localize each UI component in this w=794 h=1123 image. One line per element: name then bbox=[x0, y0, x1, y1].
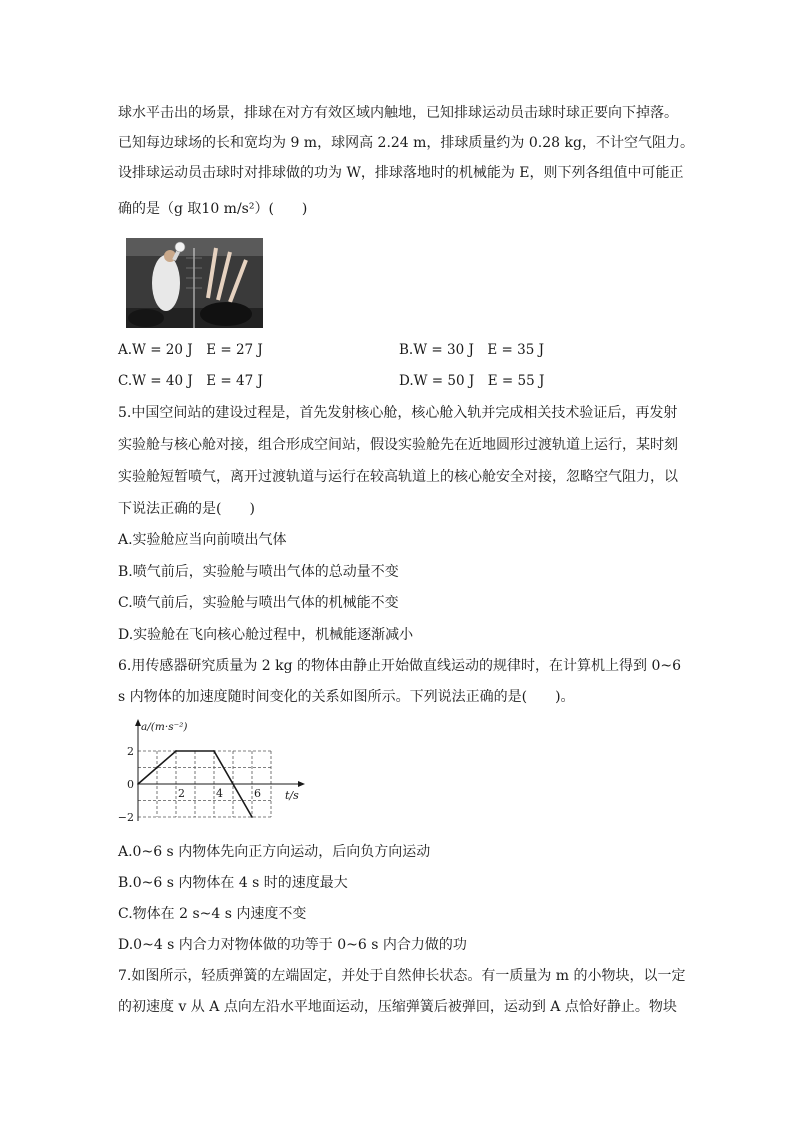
x-tick-label: 6 bbox=[254, 787, 261, 800]
chart-svg bbox=[118, 716, 318, 828]
volleyball-photo-drawing bbox=[126, 238, 263, 328]
q5-line-4: 下说法正确的是( ) bbox=[118, 501, 255, 517]
x-tick-label: 2 bbox=[178, 787, 185, 800]
q5-option-d[interactable]: D.实验舱在飞向核心舱过程中，机械能逐渐减小 bbox=[118, 627, 414, 643]
q5-line-2: 实验舱与核心舱对接，组合形成空间站，假设实验舱先在近地圆形过渡轨道上运行，某时刻 bbox=[118, 437, 678, 453]
q4-option-b[interactable]: B.W = 30 J E = 35 J bbox=[399, 342, 544, 358]
y-tick-label: 2 bbox=[127, 745, 134, 758]
data-point bbox=[213, 750, 215, 752]
q5-line-1: 5.中国空间站的建设过程是，首先发射核心舱，核心舱入轨并完成相关技术验证后，再发射 bbox=[118, 405, 678, 421]
q5-option-b[interactable]: B.喷气前后，实验舱与喷出气体的总动量不变 bbox=[118, 564, 399, 580]
q6-option-b[interactable]: B.0~6 s 内物体在 4 s 时的速度最大 bbox=[118, 875, 348, 891]
q5-option-a[interactable]: A.实验舱应当向前喷出气体 bbox=[118, 532, 287, 548]
q4-option-d[interactable]: D.W = 50 J E = 55 J bbox=[399, 373, 545, 389]
q4-line-4: 确的是（g 取10 m/s²）( ) bbox=[118, 201, 308, 217]
x-tick-label: 4 bbox=[216, 787, 223, 800]
q6-option-d[interactable]: D.0~4 s 内合力对物体做的功等于 0~6 s 内合力做的功 bbox=[118, 937, 467, 953]
q4-line-3: 设排球运动员击球时对排球做的功为 W，排球落地时的机械能为 E，则下列各组值中可能正 bbox=[118, 165, 684, 181]
q4-option-a[interactable]: A.W = 20 J E = 27 J bbox=[118, 342, 263, 358]
q5-option-c[interactable]: C.喷气前后，实验舱与喷出气体的机械能不变 bbox=[118, 595, 399, 611]
data-point bbox=[175, 750, 177, 752]
y-tick-label: −2 bbox=[118, 811, 134, 824]
data-point bbox=[251, 816, 253, 818]
q4-line-2: 已知每边球场的长和宽均为 9 m，球网高 2.24 m，排球质量约为 0.28 kg，不计空气阻力。 bbox=[118, 135, 694, 151]
q7-line-2: 的初速度 v 从 A 点向左沿水平地面运动，压缩弹簧后被弹回，运动到 A 点恰好静止。物块 bbox=[118, 999, 677, 1015]
acceleration-time-chart bbox=[118, 716, 318, 832]
y-axis-label: a/(m·s⁻²) bbox=[141, 721, 188, 733]
q7-line-1: 7.如图所示，轻质弹簧的左端固定，并处于自然伸长状态。有一质量为 m 的小物块，以一定 bbox=[118, 968, 686, 984]
y-tick-label: 0 bbox=[127, 778, 134, 791]
q5-line-3: 实验舱短暂喷气，离开过渡轨道与运行在较高轨道上的核心舱安全对接，忽略空气阻力，以 bbox=[118, 469, 678, 485]
volleyball-photo bbox=[126, 238, 263, 328]
q4-line-1: 球水平击出的场景，排球在对方有效区域内触地，已知排球运动员击球时球正要向下掉落。 bbox=[118, 105, 678, 121]
q6-option-c[interactable]: C.物体在 2 s~4 s 内速度不变 bbox=[118, 906, 307, 922]
x-axis-arrow bbox=[298, 781, 305, 787]
q6-line-1: 6.用传感器研究质量为 2 kg 的物体由静止开始做直线运动的规律时，在计算机上得到 0~6 bbox=[118, 658, 682, 674]
data-point bbox=[137, 783, 139, 785]
q6-option-a[interactable]: A.0~6 s 内物体先向正方向运动，后向负方向运动 bbox=[118, 844, 431, 860]
q6-line-2: s 内物体的加速度随时间变化的关系如图所示。下列说法正确的是( )。 bbox=[118, 689, 575, 705]
x-axis-label: t/s bbox=[285, 789, 299, 802]
q4-option-c[interactable]: C.W = 40 J E = 47 J bbox=[118, 373, 263, 389]
